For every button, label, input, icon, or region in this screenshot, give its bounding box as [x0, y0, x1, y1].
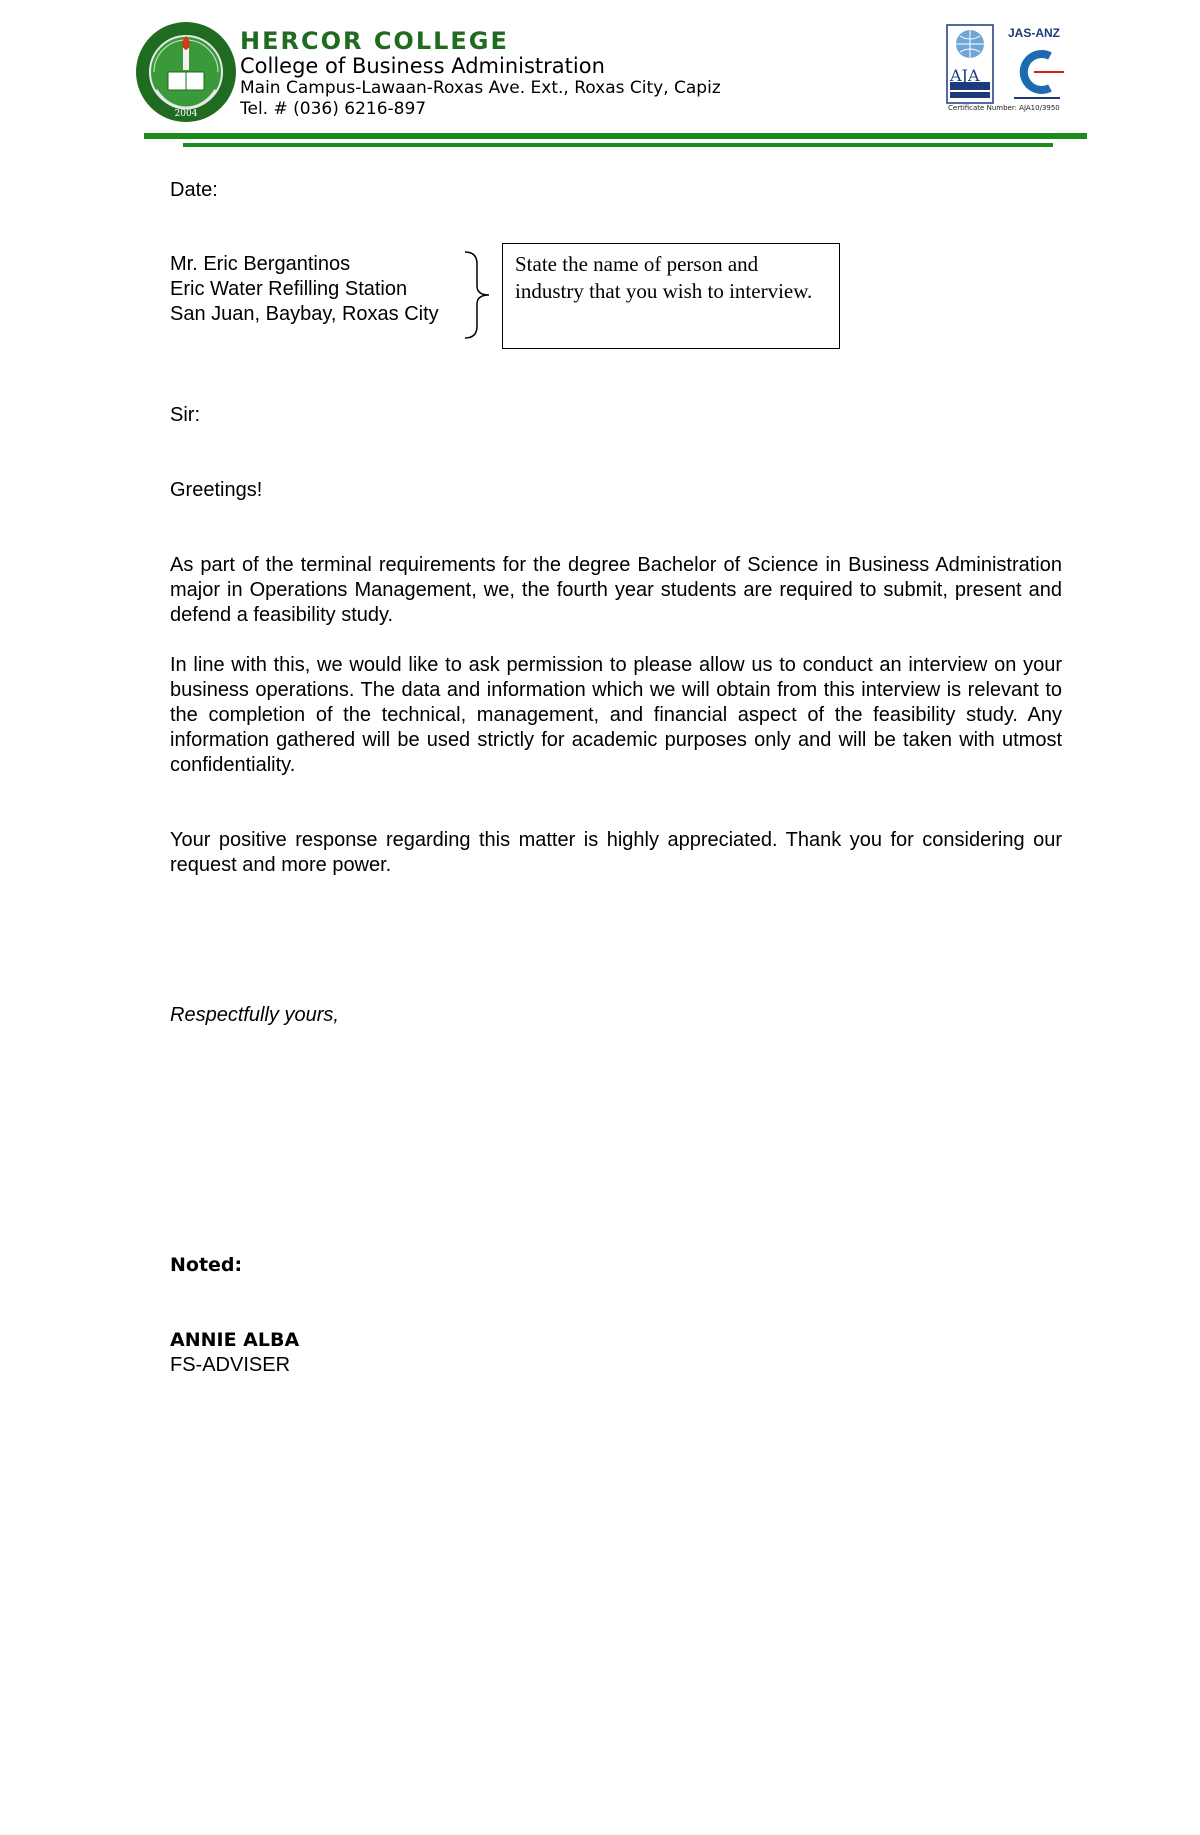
paragraph-2: In line with this, we would like to ask permission to please allow us to conduct an interview on your business operations. The data and information which we will obtain from this interview is relevant to the completion of the technical, management, and financial aspect of the feasibility study. Any information gathered will be used strictly for academic purposes only and will be taken with utmost confidentiality. [170, 654, 1062, 776]
recipient-company: Eric Water Refilling Station [170, 278, 408, 300]
letterhead-text [240, 28, 721, 120]
college-seal-icon [134, 20, 238, 124]
certification-logos [946, 24, 1072, 116]
jas-anz-label: JAS-ANZ [1008, 26, 1061, 40]
recipient-location: San Juan, Baybay, Roxas City [170, 303, 439, 325]
jas-anz-icon [1010, 42, 1064, 102]
paragraph-1: As part of the terminal requirements for the degree Bachelor of Science in Business Administration major in Operations Management, we, the fourth year students are required to submit, present and defend a feasibility study. [170, 554, 1062, 626]
college-address: Main Campus-Lawaan-Roxas Ave. Ext., Roxas City, Capiz [240, 78, 721, 98]
seal-year: 2004 [174, 109, 198, 119]
noted-label: Noted: [170, 1254, 243, 1276]
header-rule-thick [144, 133, 1087, 139]
adviser-name: ANNIE ALBA [170, 1329, 300, 1351]
college-telephone: Tel. # (036) 6216-897 [240, 99, 427, 119]
header-rule-thin [183, 143, 1053, 147]
instruction-note-box: State the name of person and industry that you wish to interview. [502, 243, 840, 349]
paragraph-3: Your positive response regarding this matter is highly appreciated. Thank you for considering our request and more power. [170, 829, 1062, 876]
salutation: Sir: [170, 404, 200, 426]
aja-label: AJA [950, 66, 980, 85]
certificate-number: Certificate Number: AJA10/3950 [948, 104, 1060, 112]
adviser-title: FS-ADVISER [170, 1354, 291, 1376]
date-label: Date: [170, 179, 218, 201]
college-name: HERCOR COLLEGE [240, 27, 509, 55]
department-name: College of Business Administration [240, 54, 605, 78]
recipient-address [170, 252, 470, 327]
recipient-name: Mr. Eric Bergantinos [170, 253, 351, 275]
aja-globe-icon [946, 24, 994, 104]
greeting: Greetings! [170, 479, 263, 501]
right-brace-icon [463, 250, 493, 340]
closing: Respectfully yours, [170, 1004, 339, 1026]
